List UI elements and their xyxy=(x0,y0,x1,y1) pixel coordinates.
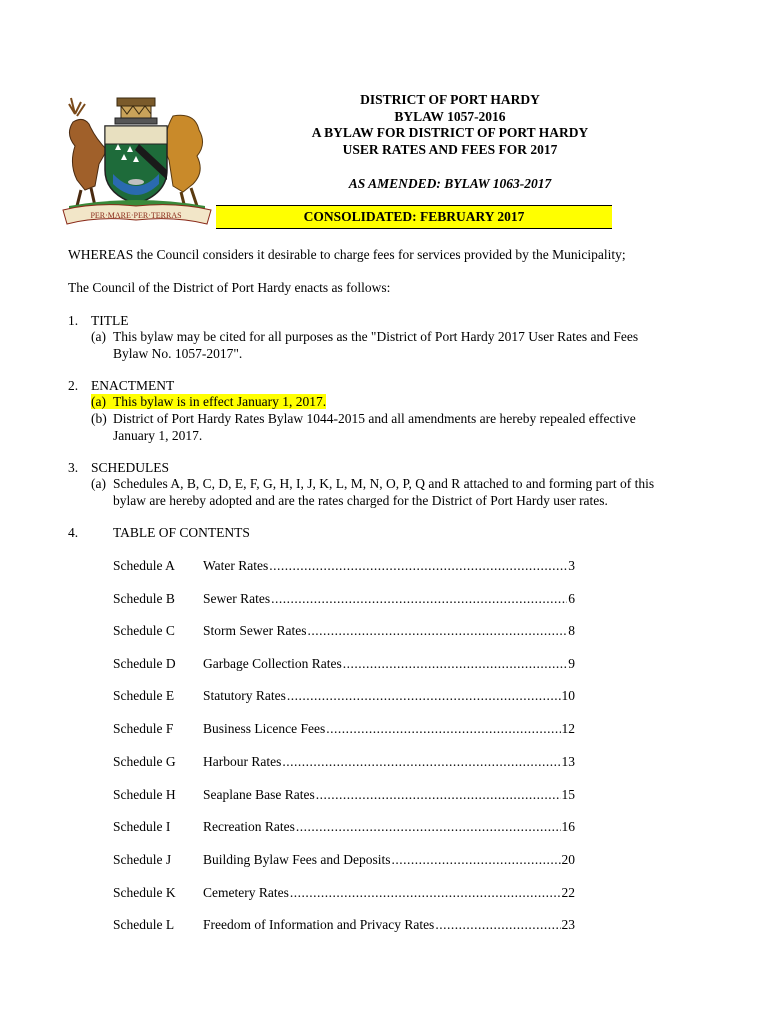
toc-entry[interactable] xyxy=(113,687,575,704)
toc-dot-leader xyxy=(326,720,560,737)
section-item xyxy=(91,475,691,492)
header-line: DISTRICT OF PORT HARDY xyxy=(360,92,540,107)
crest-motto: PER·MARE·PER·TERRAS xyxy=(90,211,182,220)
toc-page: 12 xyxy=(561,721,575,736)
toc-schedule: Schedule B xyxy=(113,591,175,606)
item-label: (a) xyxy=(91,329,106,344)
toc-name: Storm Sewer Rates xyxy=(203,623,307,638)
header-line: BYLAW 1057-2016 xyxy=(394,108,506,124)
toc-schedule: Schedule L xyxy=(113,917,175,932)
toc-page: 15 xyxy=(561,787,575,802)
header-line: USER RATES AND FEES FOR 2017 xyxy=(342,141,558,157)
toc-page: 22 xyxy=(561,885,575,900)
item-text-continued: January 1, 2017. xyxy=(113,428,203,443)
toc-page: 20 xyxy=(561,852,575,867)
toc-name: Freedom of Information and Privacy Rates xyxy=(203,917,435,932)
item-text: This bylaw is in effect January 1, 2017. xyxy=(113,394,327,409)
enacts-clause: The Council of the District of Port Hardy enacts as follows: xyxy=(68,280,391,295)
toc-entry[interactable] xyxy=(113,655,575,672)
section-item xyxy=(91,410,691,427)
toc-entry[interactable] xyxy=(113,753,575,770)
toc-entry[interactable] xyxy=(113,851,575,868)
toc-dot-leader xyxy=(435,916,560,933)
whereas-clause: WHEREAS the Council considers it desirable to charge fees for services provided by the Municipality; xyxy=(68,247,626,262)
consolidated-banner: CONSOLIDATED: FEBRUARY 2017 xyxy=(216,205,612,229)
item-text-continued: Bylaw No. 1057-2017". xyxy=(113,346,243,361)
section-title: SCHEDULES xyxy=(91,460,170,475)
toc-schedule: Schedule E xyxy=(113,688,175,703)
toc-schedule: Schedule G xyxy=(113,754,176,769)
toc-page: 8 xyxy=(568,623,575,638)
toc-dot-leader xyxy=(308,622,568,639)
toc-schedule: Schedule I xyxy=(113,819,171,834)
section-item xyxy=(91,393,691,410)
item-text: Schedules A, B, C, D, E, F, G, H, I, J, K, L, M, N, O, P, Q and R attached to and forming part of this xyxy=(113,476,655,491)
section-number: 1. xyxy=(68,313,79,328)
toc-page: 10 xyxy=(561,688,575,703)
toc-entry[interactable] xyxy=(113,622,575,639)
toc-name: Recreation Rates xyxy=(203,819,295,834)
toc-page: 16 xyxy=(561,819,575,834)
toc-dot-leader xyxy=(296,818,561,835)
section-number: 3. xyxy=(68,460,79,475)
toc-schedule: Schedule F xyxy=(113,721,174,736)
toc-dot-leader xyxy=(343,655,568,672)
toc-heading: TABLE OF CONTENTS xyxy=(113,525,250,540)
toc-entry[interactable] xyxy=(113,884,575,901)
header-line: A BYLAW FOR DISTRICT OF PORT HARDY xyxy=(311,125,589,140)
toc-schedule: Schedule A xyxy=(113,558,175,573)
toc-page: 9 xyxy=(568,656,575,671)
toc-name: Statutory Rates xyxy=(203,688,286,703)
district-crest-logo xyxy=(55,94,217,230)
toc-schedule: Schedule K xyxy=(113,885,176,900)
toc-name: Cemetery Rates xyxy=(203,885,289,900)
toc-dot-leader xyxy=(287,687,561,704)
toc-schedule: Schedule D xyxy=(113,656,176,671)
toc-name: Building Bylaw Fees and Deposits xyxy=(203,852,391,867)
toc-name: Sewer Rates xyxy=(203,591,271,606)
toc-schedule: Schedule J xyxy=(113,852,172,867)
toc-dot-leader xyxy=(316,786,561,803)
toc-entry[interactable] xyxy=(113,818,575,835)
toc-page: 3 xyxy=(568,558,575,573)
amended-note: AS AMENDED: BYLAW 1063-2017 xyxy=(348,176,552,191)
section-number: 2. xyxy=(68,378,79,393)
toc-dot-leader xyxy=(271,590,567,607)
item-text-continued: bylaw are hereby adopted and are the rates charged for the District of Port Hardy user rates. xyxy=(113,493,608,508)
toc-entry[interactable] xyxy=(113,916,575,933)
section-title: TITLE xyxy=(91,313,129,328)
toc-entry[interactable] xyxy=(113,590,575,607)
section-item xyxy=(91,328,691,345)
toc-dot-leader xyxy=(392,851,561,868)
toc-page: 23 xyxy=(561,917,575,932)
toc-schedule: Schedule C xyxy=(113,623,175,638)
toc-name: Garbage Collection Rates xyxy=(203,656,342,671)
toc-entry[interactable] xyxy=(113,557,575,574)
toc-dot-leader xyxy=(282,753,560,770)
toc-name: Water Rates xyxy=(203,558,269,573)
toc-entry[interactable] xyxy=(113,786,575,803)
toc-name: Business Licence Fees xyxy=(203,721,326,736)
highlighted-item xyxy=(91,394,326,409)
bylaw-header xyxy=(290,92,610,158)
section-number: 4. xyxy=(68,525,79,540)
toc-dot-leader xyxy=(269,557,567,574)
toc-name: Seaplane Base Rates xyxy=(203,787,315,802)
toc-name: Harbour Rates xyxy=(203,754,282,769)
item-label: (b) xyxy=(91,411,107,426)
toc-dot-leader xyxy=(290,884,561,901)
toc-page: 13 xyxy=(561,754,575,769)
section-title: ENACTMENT xyxy=(91,378,175,393)
toc-entry[interactable] xyxy=(113,720,575,737)
toc-page: 6 xyxy=(568,591,575,606)
item-text: District of Port Hardy Rates Bylaw 1044-2015 and all amendments are hereby repealed effective xyxy=(113,411,636,426)
item-text: This bylaw may be cited for all purposes as the "District of Port Hardy 2017 User Rates and Fees xyxy=(113,329,639,344)
item-label: (a) xyxy=(91,476,106,491)
item-label: (a) xyxy=(91,394,106,409)
toc-schedule: Schedule H xyxy=(113,787,176,802)
